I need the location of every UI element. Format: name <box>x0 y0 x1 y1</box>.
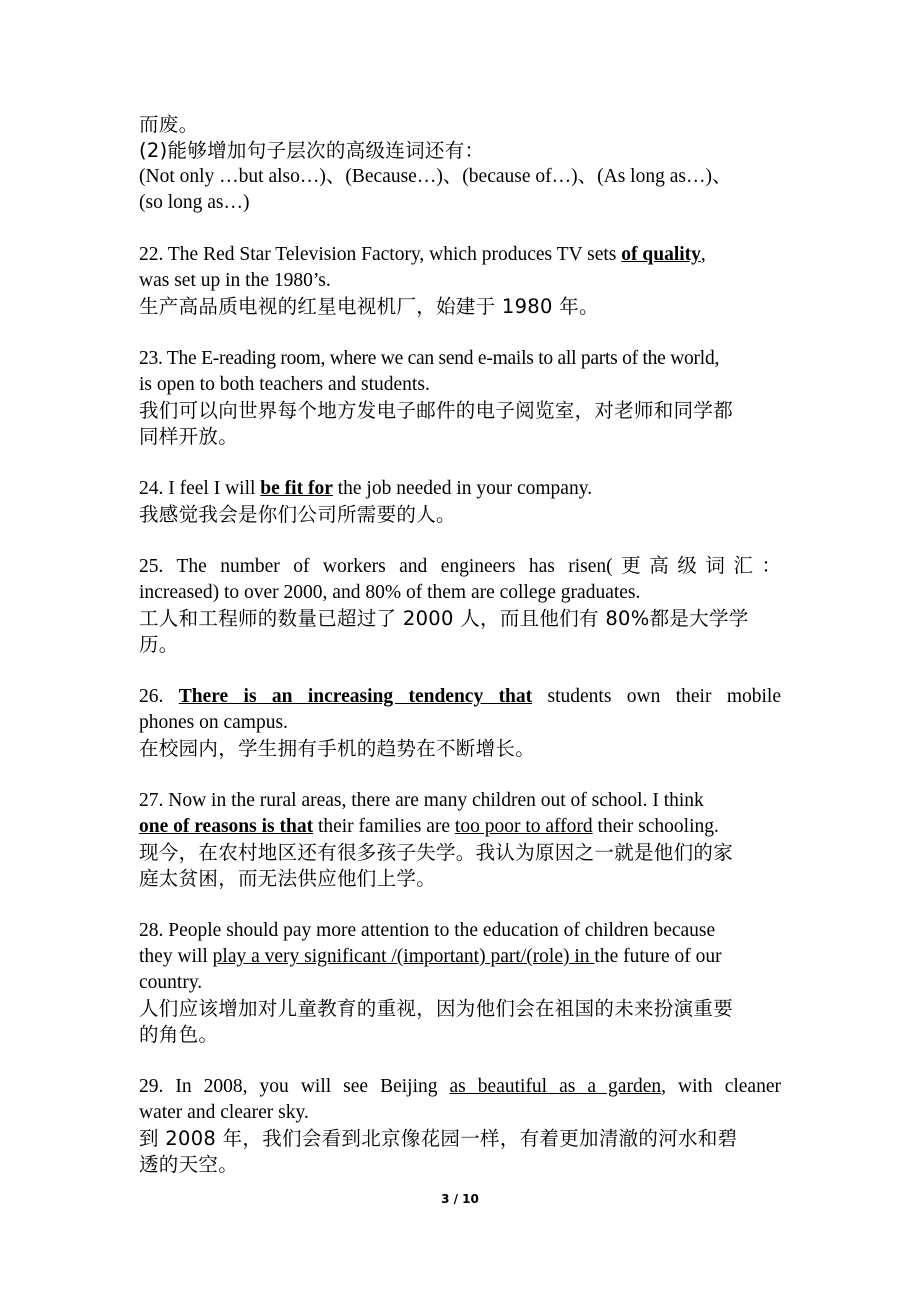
page-number: 3 / 10 <box>441 1192 479 1206</box>
translation: 现今，在农村地区还有很多孩子失学。我认为原因之一就是他们的家 <box>139 841 734 864</box>
key-phrase: There is an increasing tendency that <box>178 686 533 707</box>
translation: 同样开放。 <box>139 425 239 448</box>
conjunction-list: (so long as…) <box>139 192 250 213</box>
key-phrase: play a very significant /(important) part/(role) in <box>212 946 595 967</box>
translation: 透的天空。 <box>139 1153 239 1176</box>
key-phrase: as beautiful as a garden <box>449 1076 662 1097</box>
translation: 生产高品质电视的红星电视机厂，始建于 1980 年。 <box>139 295 599 318</box>
sentence-text: 25. The number of workers and engineers has risen(更高级词汇： <box>139 556 781 577</box>
intro-line: 而废。 <box>139 113 199 136</box>
translation: 在校园内，学生拥有手机的趋势在不断增长。 <box>139 737 536 760</box>
sentence-text: 27. Now in the rural areas, there are many children out of school. I think <box>139 790 704 811</box>
sentence-text: is open to both teachers and students. <box>139 374 430 395</box>
translation: 人们应该增加对儿童教育的重视，因为他们会在祖国的未来扮演重要 <box>139 997 734 1020</box>
conjunction-list: (Not only …but also…)、(Because…)、(because of…)、(As long as…)、 <box>139 166 732 187</box>
intro-line: (2)能够增加句子层次的高级连词还有： <box>139 139 485 162</box>
sentence-text: 24. I feel I will <box>139 478 261 499</box>
sentence-text: 28. People should pay more attention to the education of children because <box>139 920 716 941</box>
key-phrase: too poor to afford <box>454 816 593 837</box>
key-phrase: be fit for <box>260 478 333 499</box>
sentence-25 <box>139 554 781 658</box>
sentence-26: 26. There is an increasing tendency that students own their mobile phones on campus. 在校园内，学生拥有手机的趋势在不断增长。 <box>139 686 781 760</box>
sentence-24: 24. I feel I will be fit for the job needed in your company. 我感觉我会是你们公司所需要的人。 <box>139 476 781 528</box>
sentence-23 <box>139 346 781 450</box>
sentence-text: 29. In 2008, you will see Beijing <box>139 1076 450 1097</box>
sentence-text: 23. The E-reading room, where we can send e-mails to all parts of the world, <box>139 348 720 369</box>
sentence-29: 29. In 2008, you will see Beijing as beautiful as a garden, with cleaner water and clearer sky. 到 2008 年，我们会看到北京像花园一样，有着更加清澈的河水和碧 透的天空。 <box>139 1076 781 1176</box>
key-phrase: of quality <box>621 244 701 265</box>
page-content <box>139 112 781 1178</box>
key-phrase: one of reasons is that <box>139 816 314 837</box>
translation: 我们可以向世界每个地方发电子邮件的电子阅览室，对老师和同学都 <box>139 399 734 422</box>
sentence-text: phones on campus. <box>139 712 288 733</box>
sentence-text: was set up in the 1980’s. <box>139 270 331 291</box>
sentence-text: 26. <box>139 686 179 707</box>
translation: 历。 <box>139 633 179 656</box>
translation: 到 2008 年，我们会看到北京像花园一样，有着更加清澈的河水和碧 <box>139 1127 738 1150</box>
translation: 工人和工程师的数量已超过了 2000 人，而且他们有 80%都是大学学 <box>139 607 749 630</box>
sentence-text: 22. The Red Star Television Factory, which produces TV sets <box>139 244 622 265</box>
sentence-text: water and clearer sky. <box>139 1102 309 1123</box>
sentence-28: 28. People should pay more attention to the education of children because they will play a very significant /(important) part/(role) in the future of our country. 人们应该增加对儿童教育的重视，因为他们会在祖国的未来扮演重要 的角色。 <box>139 918 781 1048</box>
translation: 庭太贫困，而无法供应他们上学。 <box>139 867 437 890</box>
translation: 我感觉我会是你们公司所需要的人。 <box>139 503 456 526</box>
sentence-22: 22. The Red Star Television Factory, which produces TV sets of quality, was set up in the 1980’s. 生产高品质电视的红星电视机厂，始建于 1980 年。 <box>139 242 781 320</box>
translation: 的角色。 <box>139 1023 219 1046</box>
sentence-text: country. <box>139 972 203 993</box>
sentence-27: 27. Now in the rural areas, there are many children out of school. I think one of reasons is that their families are too poor to afford their schooling. 现今，在农村地区还有很多孩子失学。我认为原因之一就是他们的家 庭太贫困，而无法供应他们上学。 <box>139 788 781 892</box>
sentence-text: increased) to over 2000, and 80% of them are college graduates. <box>139 582 641 603</box>
